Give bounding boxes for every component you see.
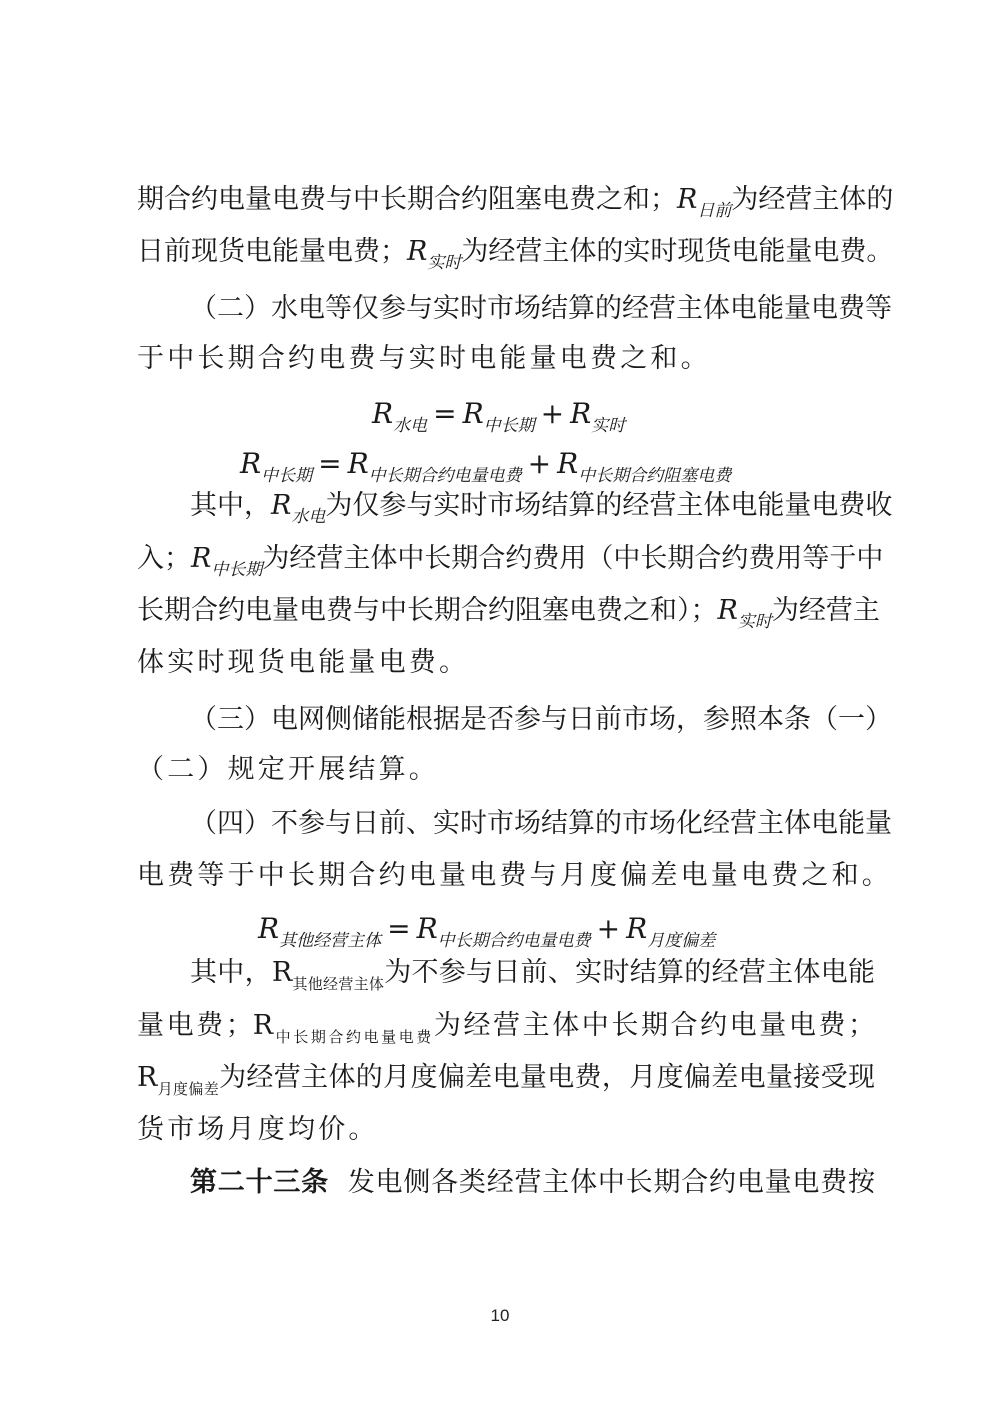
text-span: 电费等于中长期合约电量电费与月度偏差电量电费之和。 (137, 860, 892, 891)
variable-r: R (252, 1010, 274, 1041)
variable-subscript: 月度偏差 (157, 1080, 220, 1098)
equation-variable: R (570, 397, 592, 430)
variable-subscript: 其他经营主体 (292, 975, 385, 993)
variable-subscript: 中长期合约电量电费 (273, 1028, 434, 1046)
article-number: 第二十三条 (190, 1167, 329, 1198)
equation-variable: R (416, 912, 438, 945)
variable-r: R (677, 184, 698, 215)
text-span: 为经营主体中长期合约电量电费； (433, 1010, 876, 1041)
variable-subscript: 水电 (291, 507, 326, 527)
equation-subscript: 中长期 (483, 416, 535, 436)
paragraph-line (137, 643, 875, 683)
paragraph-line (190, 700, 892, 740)
equation-variable: R (372, 397, 394, 430)
text-span: 体实时现货电能量电费。 (137, 647, 470, 678)
equation-subscript: 中长期合约电量电费 (368, 466, 522, 486)
text-span: 为经营主体中长期合约费用（中长期合约费用等于中 (262, 543, 884, 574)
text-span: 为经营主体的实时现货电能量电费。 (461, 236, 894, 267)
equation-3 (258, 911, 715, 951)
paragraph-line (190, 953, 875, 993)
paragraph-line (137, 856, 892, 896)
paragraph-line (190, 289, 892, 329)
text-span: 货市场月度均价。 (137, 1114, 379, 1145)
equation-2 (240, 446, 731, 486)
paragraph-line (137, 232, 894, 273)
variable-r: R (137, 1062, 158, 1093)
text-span: 其中， (190, 957, 272, 988)
paragraph-line (137, 1006, 875, 1046)
equation-variable: R (557, 447, 579, 480)
text-span: 为不参与日前、实时结算的经营主体电能 (384, 957, 875, 988)
text-span: 量电费； (137, 1010, 253, 1041)
equation-variable: R (626, 912, 648, 945)
paragraph-line (137, 1110, 875, 1150)
text-span: （四）不参与日前、实时市场结算的市场化经营主体电能量 (190, 808, 892, 839)
equation-variable: R (240, 447, 262, 480)
equals-sign: = (387, 912, 411, 945)
equation-variable: R (258, 912, 280, 945)
paragraph-line (137, 180, 894, 221)
text-span: 入； (137, 543, 191, 574)
paragraph-line (190, 804, 892, 844)
equation-subscript: 中长期 (261, 466, 313, 486)
equation-subscript: 其他经营主体 (279, 931, 382, 951)
paragraph-line (190, 486, 893, 527)
paragraph-line (137, 539, 884, 580)
text-span: 其中， (190, 490, 271, 521)
text-span: 为经营主体的 (731, 184, 894, 215)
text-span: （三）电网侧储能根据是否参与日前市场，参照本条（一） (190, 704, 892, 735)
text-span: 发电侧各类经营主体中长期合约电量电费按 (346, 1167, 876, 1198)
article-heading-line (190, 1163, 875, 1203)
variable-r: R (271, 957, 293, 988)
variable-r: R (717, 595, 738, 626)
paragraph-line (137, 1058, 875, 1098)
equals-sign: = (433, 397, 457, 430)
equation-subscript: 水电 (393, 416, 428, 436)
variable-r: R (271, 490, 292, 521)
plus-sign: + (540, 397, 565, 430)
equation-variable: R (462, 397, 484, 430)
equation-variable: R (347, 447, 369, 480)
text-span: 为经营主体的月度偏差电量电费，月度偏差电量接受现 (219, 1062, 875, 1093)
paragraph-line (137, 750, 875, 790)
paragraph-line (137, 591, 880, 632)
paragraph-line (137, 339, 875, 379)
plus-sign: + (596, 912, 621, 945)
text-span: 于中长期合约电费与实时电能量电费之和。 (137, 343, 711, 374)
text-span: 日前现货电能量电费； (137, 236, 407, 267)
equation-subscript: 实时 (591, 416, 626, 436)
equation-1 (372, 396, 625, 436)
text-span: 为仅参与实时市场结算的经营主体电能量电费收 (325, 490, 893, 521)
variable-r: R (191, 543, 212, 574)
variable-r: R (407, 236, 428, 267)
plus-sign: + (527, 447, 552, 480)
variable-subscript: 实时 (427, 253, 462, 273)
text-span: 期合约电量电费与中长期合约阻塞电费之和； (137, 184, 677, 215)
text-span: （二）水电等仅参与实时市场结算的经营主体电能量电费等 (190, 293, 892, 324)
equals-sign: = (318, 447, 342, 480)
text-span: 长期合约电量电费与中长期合约阻塞电费之和）； (137, 595, 718, 626)
page-number: 10 (490, 1306, 510, 1325)
variable-subscript: 中长期 (211, 560, 263, 580)
equation-subscript: 中长期合约电量电费 (437, 931, 591, 951)
text-span: 为经营主 (771, 595, 880, 626)
equation-subscript: 中长期合约阻塞电费 (578, 466, 732, 486)
equation-subscript: 月度偏差 (647, 931, 716, 951)
variable-subscript: 实时 (737, 612, 772, 632)
text-span: （二）规定开展结算。 (137, 754, 439, 785)
variable-subscript: 日前 (697, 201, 732, 221)
